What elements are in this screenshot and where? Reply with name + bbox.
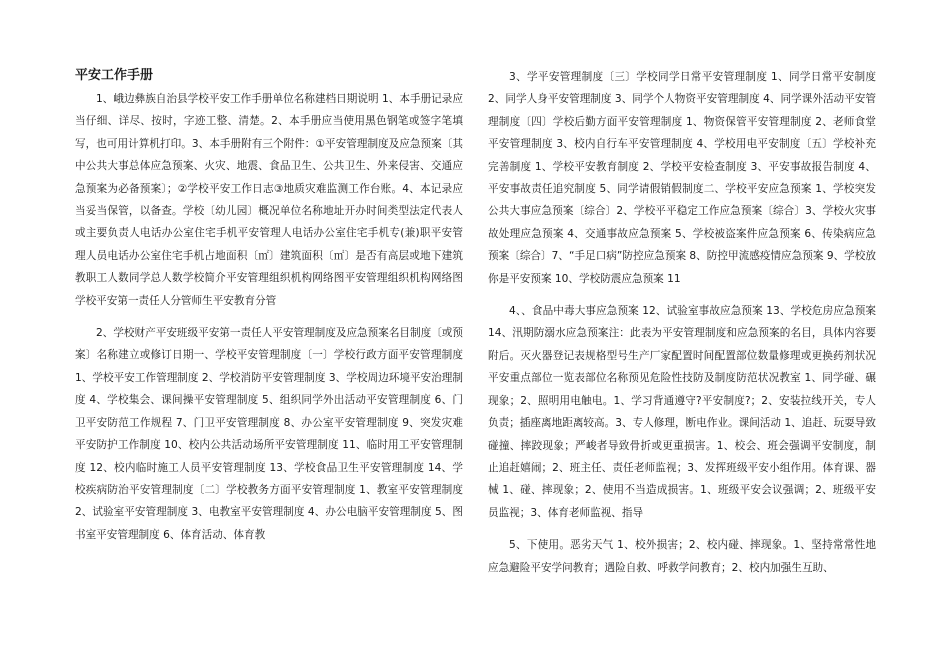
document-title: 平安工作手册 <box>75 68 154 83</box>
paragraph-3: 3、学平安管理制度〔三〕学校同学日常平安管理制度 1、同学日常平安制度 2、同学人身平安管理制度 3、同学个人物资平安管理制度 4、同学课外活动平安管理制度〔四〕学校后勤方面平安管理制度 1、物资保管平安管理制度 2、老师食堂平安管理制度 3、校内自行车平安管理制度 4、学校用电平安制度〔五〕学校补充完善制度 1、学校平安教育制度 2、学校平安检查制度 3、平安事故报告制度 4、平安事故责任追究制度 5、同学请假销假制度二、学校平安应急预案 1、学校突发公共大事应急预案〔综合〕2、学校平平稳定工作应急预案〔综合〕3、学校火灾事故处理应急预案 4、交通事故应急预案 5、学校被盗案件应急预案 6、传染病应急预案〔综合〕7、“手足口病”防控应急预案 8、防控甲流感疫情应急预案 9、学校放你是平安预案 10、学校防震应急预案 11 <box>488 71 876 285</box>
paragraph-2: 2、学校财产平安班级平安第一责任人平安管理制度及应急预案名目制度〔或预案〕名称建立或修订日期一、学校平安管理制度〔一〕学校行政方面平安管理制度 1、学校平安工作管理制度 2、学校消防平安管理制度 3、学校周边环境平安治理制度 4、学校集会、课间操平安管理制度 5、组织同学外出活动平安管理制度 6、门卫平安防范工作规程 7、门卫平安管理制度 8、办公室平安管理制度 9、突发灾难平安防护工作制度 10、校内公共活动场所平安管理制度 11、临时用工平安管理制度 12、校内临时施工人员平安管理制度 13、学校食品卫生平安管理制度 14、学校疾病防治平安管理制度〔二〕学校教务方面平安管理制度 1、教室平安管理制度 2、试验室平安管理制度 3、电教室平安管理制度 4、办公电脑平安管理制度 5、图书室平安管理制度 6、体育活动、体育教 <box>75 327 463 541</box>
left-column <box>75 66 463 546</box>
paragraph-5: 5、下使用。恶劣天气 1、校外损害；2、校内碰、摔现象。1、坚持常常性地应急避险平安学问教育；遇险自救、呼救学问教育；2、校内加强生互助、 <box>488 539 876 574</box>
right-column <box>488 66 876 579</box>
paragraph-1: 1、峨边彝族自治县学校平安工作手册单位名称建档日期说明 1、本手册记录应当仔细、详尽、按时，字迹工整、清楚。2、本手册应当使用黑色钢笔或签字笔填写，也可用计算机打印。3、本手册附有三个附件：①平安管理制度及应急预案〔其中公共大事总体应急预案、火灾、地震、食品卫生、公共卫生、外来侵害、交通应急预案为必备预案〕；②学校平安工作日志③地质灾难监测工作台账。4、本记录应当妥当保管，以备查。学校〔幼儿园〕概况单位名称地址开办时间类型法定代表人或主要负责人电话办公室住宅手机平安管理人电话办公室住宅手机专(兼)职平安管理人员电话办公室住宅手机占地面积〔㎡〕建筑面积〔㎡〕是否有高层或地下建筑教职工人数同学总人数学校简介平安管理组织机构网络图平安管理组织机构网络图学校平安第一责任人分管师生平安教育分管 <box>75 93 463 307</box>
paragraph-4: 4、、食品中毒大事应急预案 12、试验室事故应急预案 13、学校危房应急预案 14、汛期防溺水应急预案注：此表为平安管理制度和应急预案的名目，具体内容要附后。灭火器登记表规格型号生产厂家配置时间配置部位数量修理或更换药剂状况平安重点部位一览表部位名称预见危险性技防及制度防范状况教室 1、同学碰、碾现象；2、照明用电触电。1、学习背通遵守?平安制度?；2、安装拉线开关，专人负责；插座离地距离较高。3、专人修理，断电作业。课间活动 1、追赶、玩耍导致碰撞、摔跤现象；严峻者导致骨折或更重损害。1、校会、班会强调平安制度，制止追赶嬉闹；2、班主任、责任老师监视；3、发挥班级平安小组作用。体育课、器械 1、碰、摔现象；2、使用不当造成损害。1、班级平安会议强调；2、班级平安员监视；3、体育老师监视、指导 <box>488 305 876 519</box>
